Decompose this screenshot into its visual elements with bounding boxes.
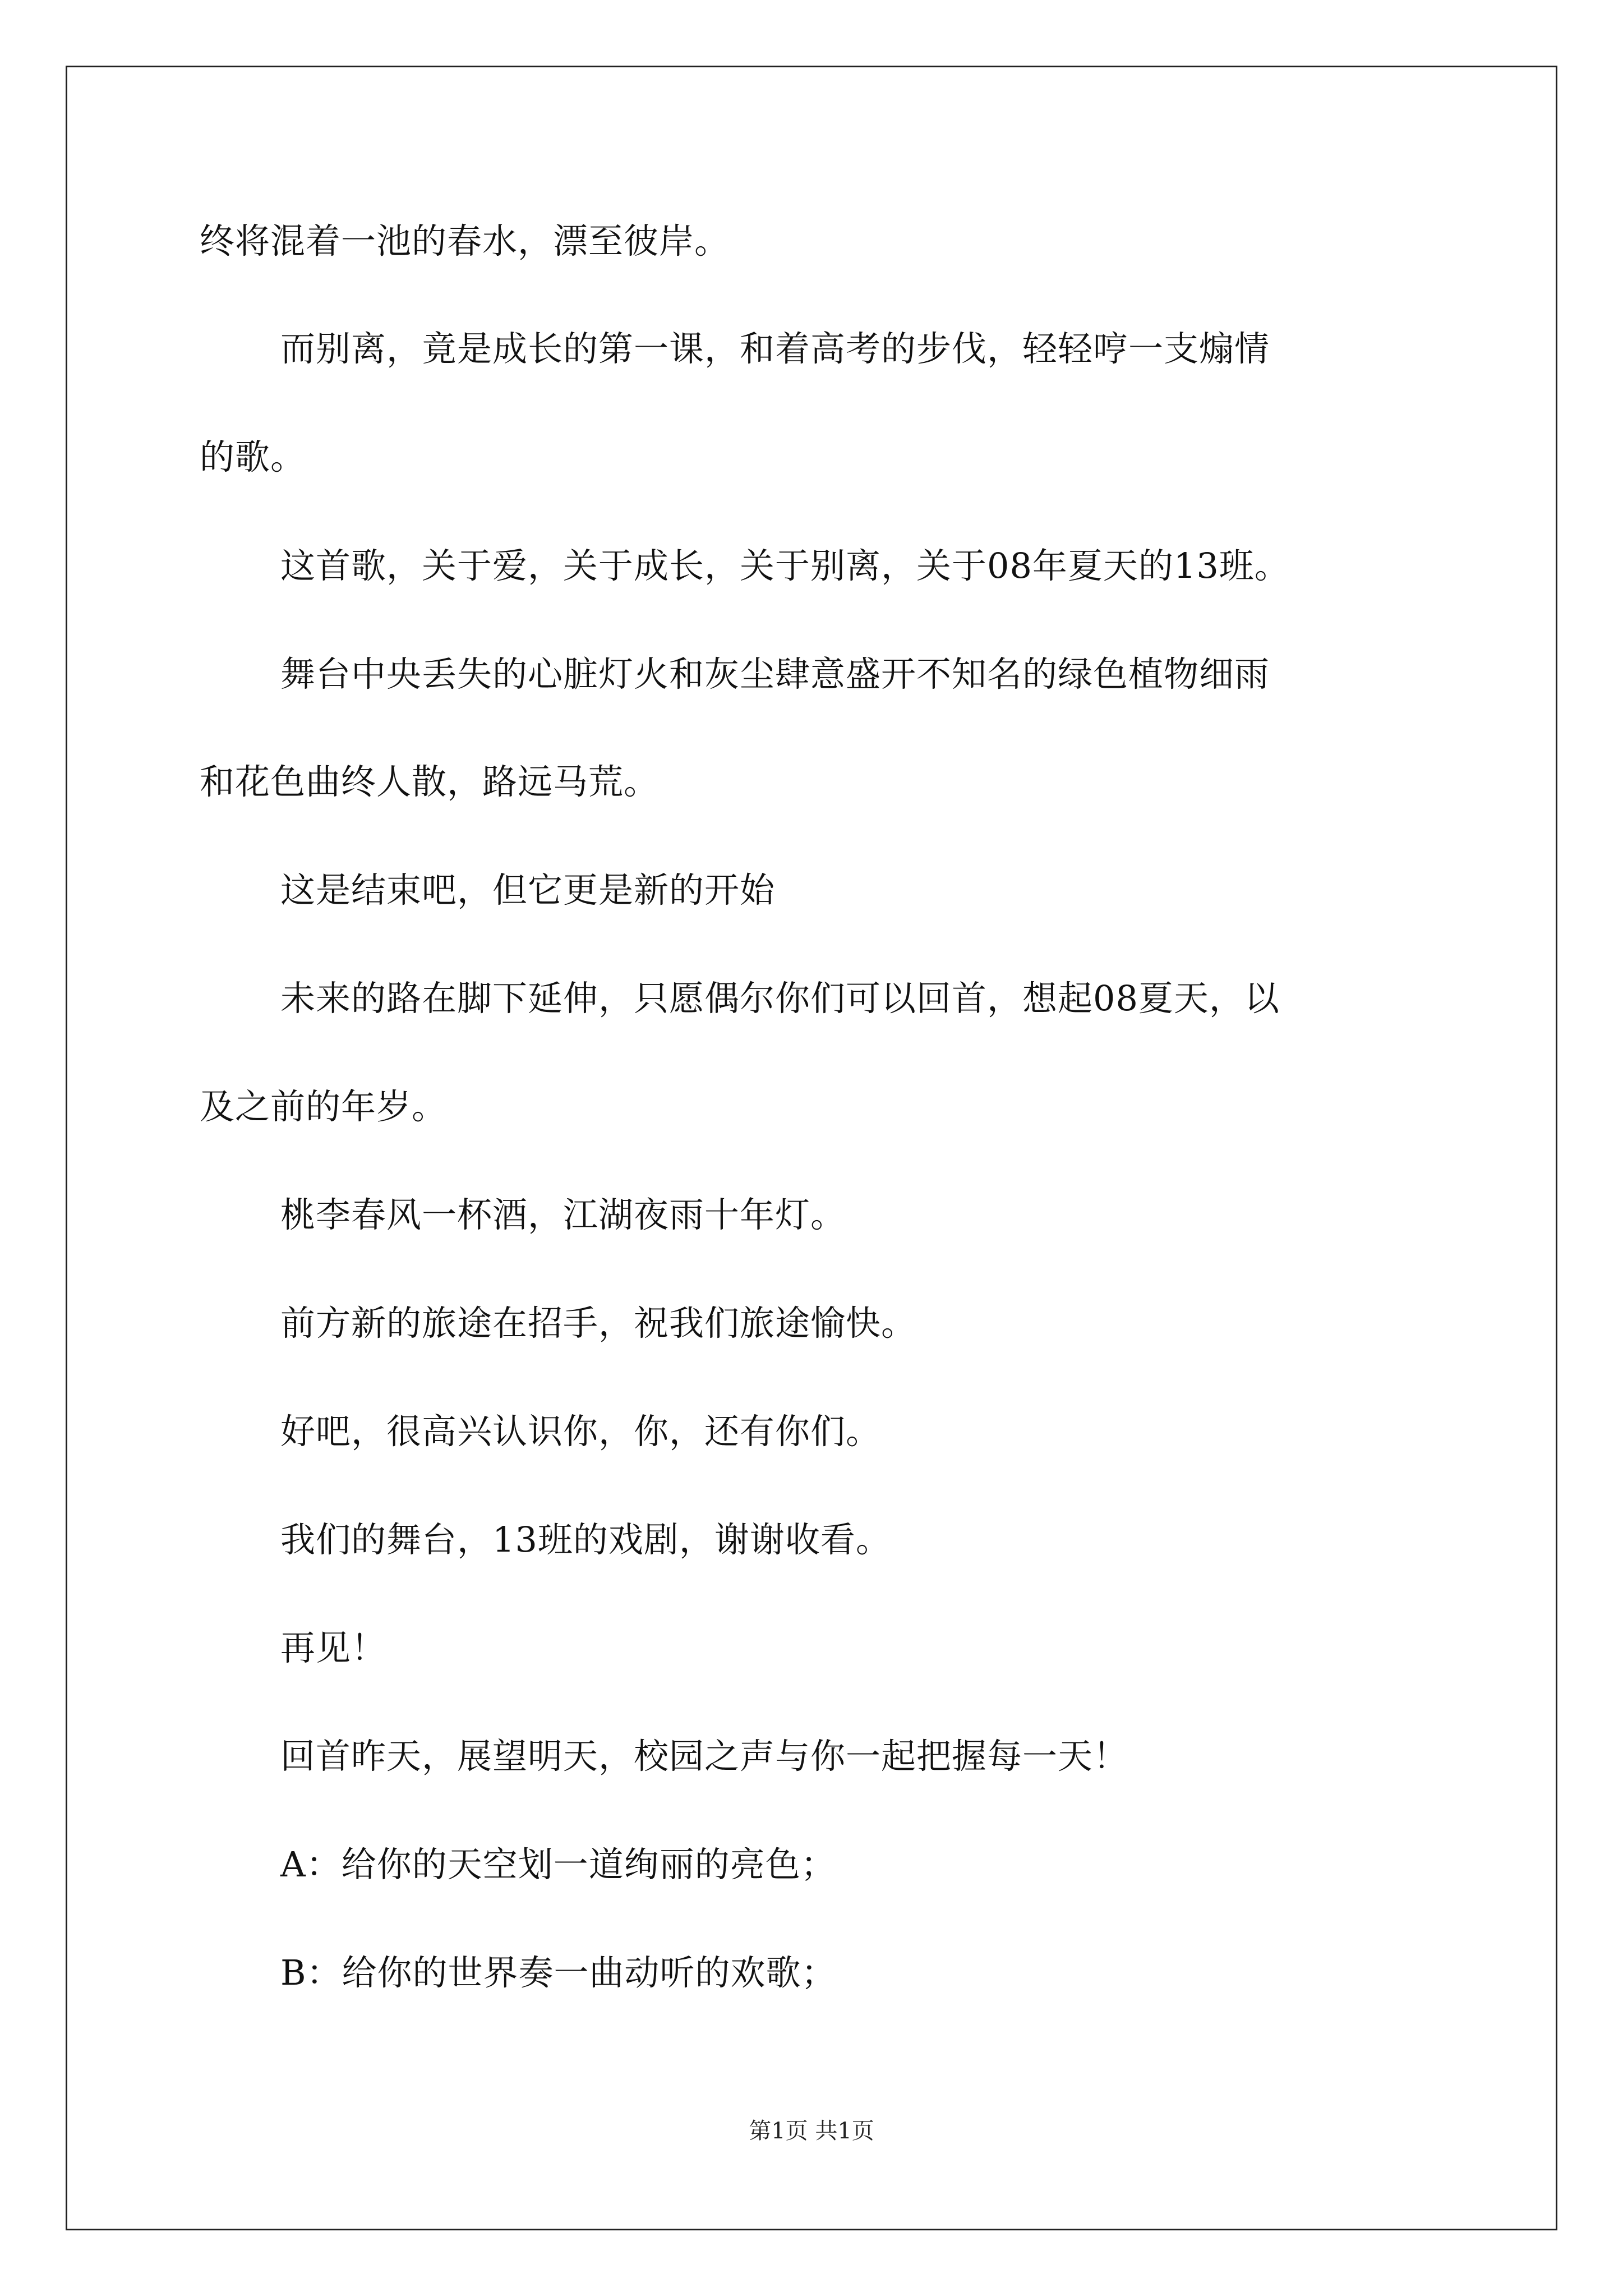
paragraph-line: 我们的舞台，13班的戏剧，谢谢收看。 xyxy=(280,1519,891,1560)
page-border xyxy=(66,66,1557,2230)
paragraph-line: 前方新的旅途在招手，祝我们旅途愉快。 xyxy=(280,1303,917,1343)
paragraph-line: 和花色曲终人散，路远马荒。 xyxy=(200,761,660,802)
paragraph-line: A：给你的天空划一道绚丽的亮色； xyxy=(280,1844,836,1885)
paragraph-line: 再见！ xyxy=(280,1627,387,1668)
paragraph-line: 终将混着一池的春水，漂至彼岸。 xyxy=(200,220,730,261)
paragraph-line: 这首歌，关于爱，关于成长，关于别离，关于08年夏天的13班。 xyxy=(280,545,1290,586)
paragraph-line: 回首昨天，展望明天，校园之声与你一起把握每一天！ xyxy=(280,1736,1129,1777)
paragraph-line: 这是结束吧，但它更是新的开始 xyxy=(280,869,776,910)
paragraph-line: 的歌。 xyxy=(200,436,306,477)
paragraph-line: 而别离，竟是成长的第一课，和着高考的步伐，轻轻哼一支煽情 xyxy=(280,328,1270,369)
paragraph-line: 及之前的年岁。 xyxy=(200,1086,448,1127)
paragraph-line: B：给你的世界奏一曲动听的欢歌； xyxy=(280,1952,837,1993)
page-footer: 第1页 共1页 xyxy=(749,2118,874,2144)
paragraph-line: 舞台中央丢失的心脏灯火和灰尘肆意盛开不知名的绿色植物细雨 xyxy=(280,654,1270,694)
paragraph-line: 桃李春风一杯酒，江湖夜雨十年灯。 xyxy=(280,1194,846,1235)
paragraph-line: 未来的路在脚下延伸，只愿偶尔你们可以回首，想起08夏天，以 xyxy=(280,978,1280,1019)
paragraph-line: 好吧，很高兴认识你，你，还有你们。 xyxy=(280,1411,882,1452)
